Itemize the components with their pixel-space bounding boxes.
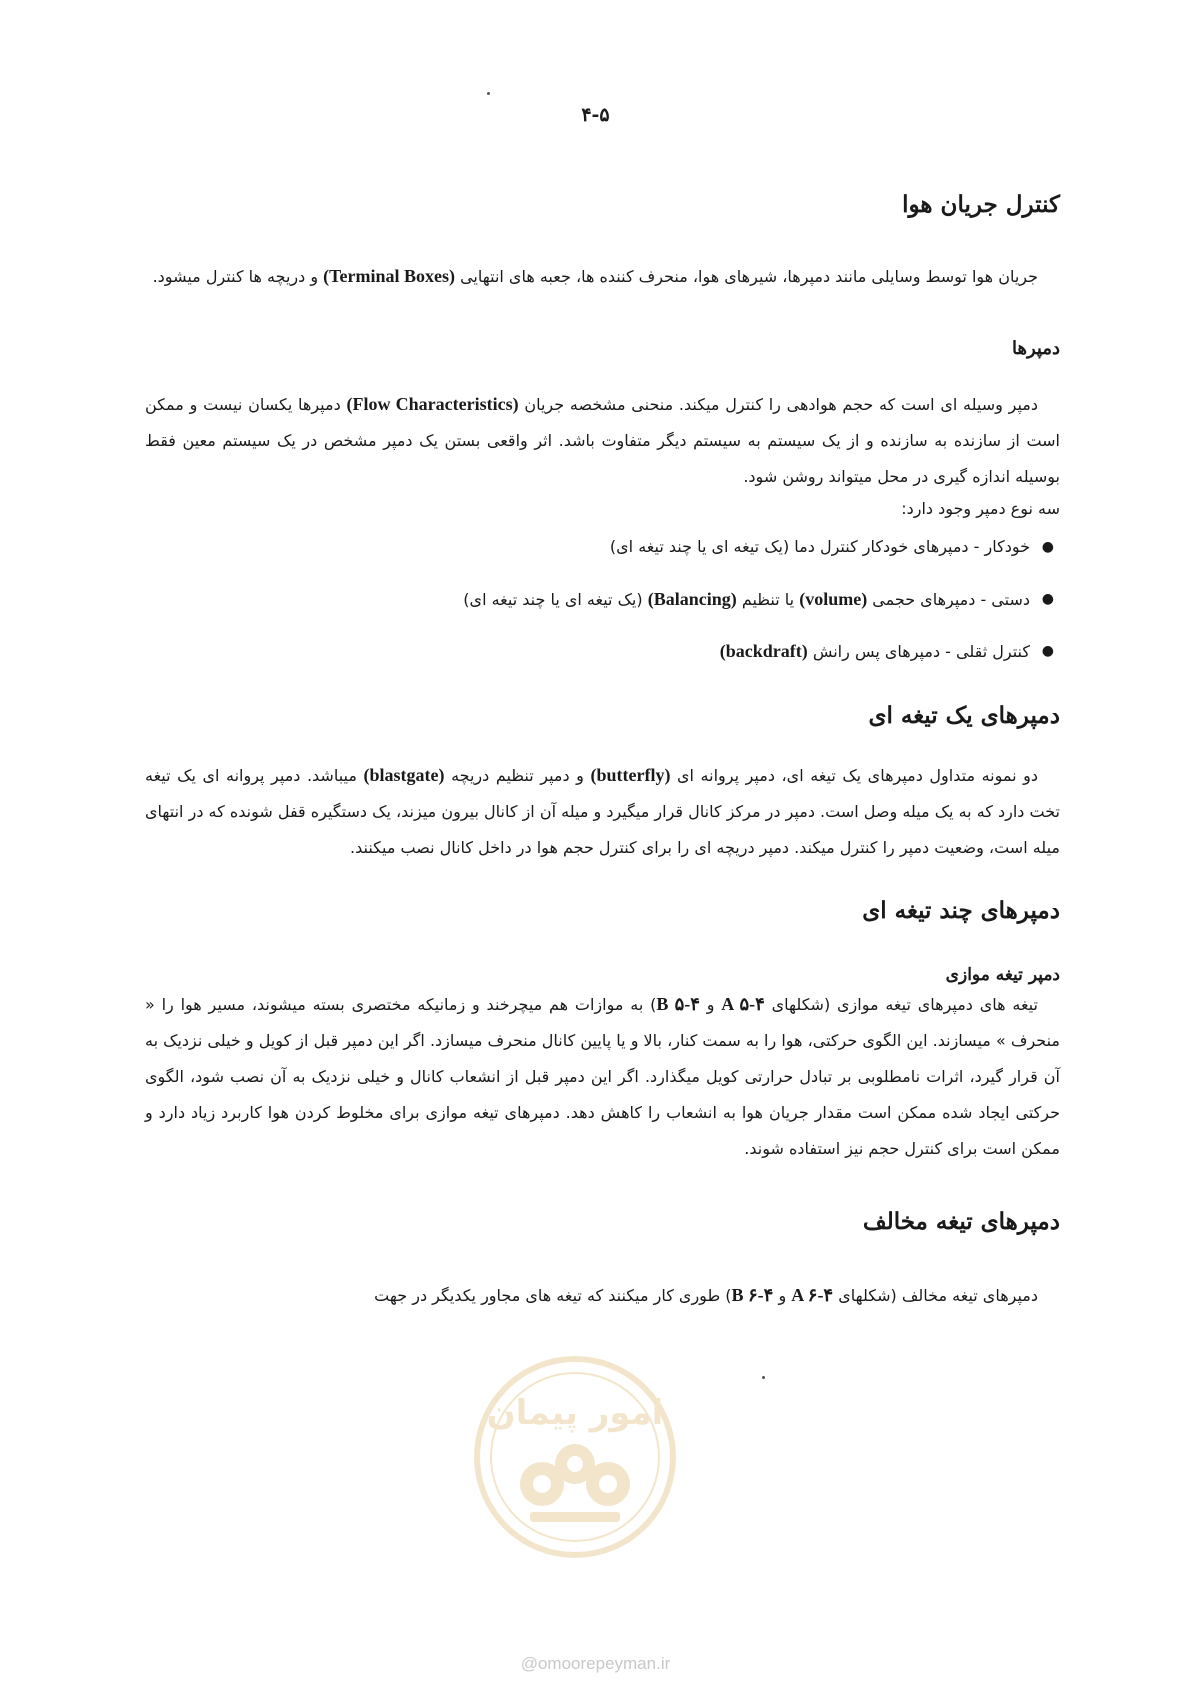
page-number: ۴-۵: [581, 104, 610, 126]
subsection-title-parallel-blade: دمپر تیغه موازی: [945, 965, 1060, 986]
paragraph-parallel-blade: تیغه های دمپرهای تیغه موازی (شکلهای A ۵-۴ و B ۵-۴) به موازات هم میچرخند و زمانیکه مختصری بسته میشوند، مسیر هوا را « منحرف » میسازند. این الگوی حرکتی، هوا را به سمت کنار، بالا و یا پایین کانال منحرف میسازد. اگر این دمپر قبل از کویل و خیلی نزدیک به آن قرار گیرد، اثرات نامطلوبی بر تبادل حرارتی کویل میگذارد. اگر این دمپر قبل از انشعاب کانال و خیلی نزدیک به آن نصب شود، الگوی حرکتی ایجاد شده ممکن است مقدار جریان هوا به انشعاب را کاهش دهد. دمپرهای تیغه موازی برای مخلوط کردن هوا کاربرد زیاد دارد و ممکن است برای کنترل حجم نیز استفاده شوند.: [145, 994, 1060, 1159]
section-title-dampers: دمپرها: [1012, 337, 1060, 359]
scan-dot: [762, 1376, 765, 1379]
damper-types-intro: سه نوع دمپر وجود دارد:: [901, 499, 1060, 519]
page-content: [145, 190, 1060, 1314]
watermark-logo-icon: [470, 1352, 680, 1562]
list-item: ● دستی - دمپرهای حجمی (volume) یا تنظیم (Balancing) (یک تیغه ای یا چند تیغه ای): [145, 581, 1060, 633]
section-title-multi-blade: دمپرهای چند تیغه ای: [862, 897, 1060, 925]
bullet-icon: ●: [1041, 591, 1054, 608]
list-item: ● کنترل ثقلی - دمپرهای پس رانش (backdraft): [145, 633, 1060, 685]
section-title-single-blade: دمپرهای یک تیغه ای: [868, 702, 1060, 730]
damper-types-list: [145, 529, 1060, 685]
bullet-icon: ●: [1041, 539, 1054, 556]
paragraph-single-blade: دو نمونه متداول دمپرهای یک تیغه ای، دمپر پروانه ای (butterfly) و دمپر تنظیم دریچه (blastgate) میباشد. دمپر پروانه ای یک تیغه تخت دارد که به یک میله وصل است. دمپر در مرکز کانال قرار میگیرد و میله آن از کانال بیرون میزند، یک دستگیره قفل شونده که در انتهای میله است، وضعیت دمپر را کنترل میکند. دمپر دریچه ای را برای کنترل حجم هوا در داخل کانال نصب میکنند.: [145, 765, 1060, 858]
scan-dot: [487, 92, 490, 95]
watermark-url: @omoorepeyman.ir: [520, 1654, 671, 1673]
bullet-icon: ●: [1041, 643, 1054, 660]
paragraph-air-flow: جریان هوا توسط وسایلی مانند دمپرها، شیرهای هوا، منحرف کننده ها، جعبه های انتهایی (Terminal Boxes) و دریچه ها کنترل میشود.: [152, 265, 1038, 286]
paragraph-opposed-blade: دمپرهای تیغه مخالف (شکلهای A ۶-۴ و B ۶-۴) طوری کار میکنند که تیغه های مجاور یکدیگر در جهت: [374, 1285, 1038, 1306]
list-item: ● خودکار - دمپرهای خودکار کنترل دما (یک تیغه ای یا چند تیغه ای): [145, 529, 1060, 581]
section-title-opposed-blade: دمپرهای تیغه مخالف: [862, 1208, 1060, 1236]
paragraph-dampers: دمپر وسیله ای است که حجم هوادهی را کنترل میکند. منحنی مشخصه جریان (Flow Characteristics) دمپرها یکسان نیست و ممکن است از سازنده به سازنده و از یک سیستم به سیستم دیگر متفاوت باشد. اثر واقعی بستن یک دمپر مشخص در یک سیستم معین فقط بوسیله اندازه گیری در محل میتواند روشن شود.: [145, 394, 1060, 487]
section-title-air-flow: کنترل جریان هوا: [902, 191, 1060, 218]
watermark-logo-text: امور پیمان: [486, 1393, 664, 1433]
